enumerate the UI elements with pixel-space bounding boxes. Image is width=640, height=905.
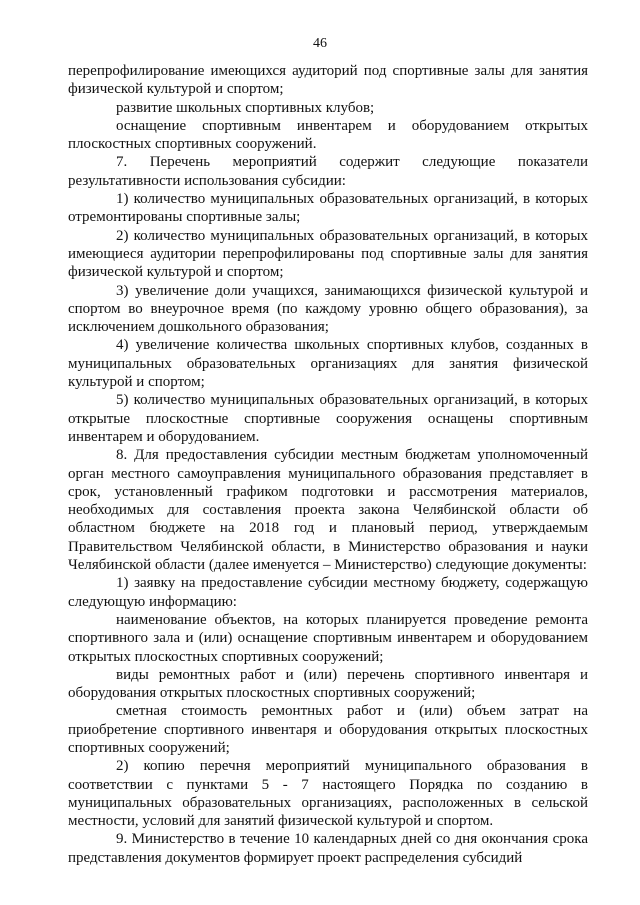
paragraph: 2) количество муниципальных образовательных организаций, в которых имеющиеся аудитории перепрофилированы под спортивные залы для занятия физической культурой и спортом; xyxy=(68,227,588,281)
paragraph: оснащение спортивным инвентарем и оборудованием открытых плоскостных спортивных сооружений. xyxy=(68,117,588,153)
paragraph: 1) количество муниципальных образовательных организаций, в которых отремонтированы спортивные залы; xyxy=(68,191,588,226)
paragraph: 1) заявку на предоставление субсидии местному бюджету, содержащую следующую информацию: xyxy=(68,575,588,610)
document-body xyxy=(68,62,588,867)
paragraph: наименование объектов, на которых планируется проведение ремонта спортивного зала и (или) оснащение спортивным инвентарем и оборудованием открытых плоскостных спортивных сооружений; xyxy=(68,611,588,665)
page-number: 46 xyxy=(313,36,327,51)
paragraph: развитие школьных спортивных клубов; xyxy=(116,99,375,116)
paragraph: виды ремонтных работ и (или) перечень спортивного инвентаря и оборудования открытых плоскостных спортивных сооружений; xyxy=(68,666,588,702)
paragraph: сметная стоимость ремонтных работ и (или) объем затрат на приобретение спортивного инвентаря и оборудования открытых плоскостных спортивных сооружений; xyxy=(68,703,588,756)
paragraph: 5) количество муниципальных образовательных организаций, в которых открытые плоскостные спортивные сооружения оснащены спортивным инвентарем и оборудованием. xyxy=(68,392,588,445)
paragraph: 7. Перечень мероприятий содержит следующие показатели результативности использования субсидии: xyxy=(68,154,588,189)
paragraph: 3) увеличение доли учащихся, занимающихся физической культурой и спортом во внеурочное время (по каждому уровню общего образования), за исключением дошкольного образования; xyxy=(68,282,588,336)
paragraph: 2) копию перечня мероприятий муниципального образования в соответствии с пунктами 5 - 7 настоящего Порядка по созданию в муниципальных образовательных организациях, расположенных в сельской местности, условий для занятий физической культурой и спортом. xyxy=(68,758,588,830)
paragraph: перепрофилирование имеющихся аудиторий под спортивные залы для занятия физической культурой и спортом; xyxy=(68,63,588,98)
paragraph: 9. Министерство в течение 10 календарных дней со дня окончания срока представления документов формирует проект распределения субсидий xyxy=(68,831,588,866)
paragraph: 4) увеличение количества школьных спортивных клубов, созданных в муниципальных образовательных организациях для занятия физической культурой и спортом; xyxy=(68,337,588,391)
paragraph: 8. Для предоставления субсидии местным бюджетам уполномоченный орган местного самоуправления муниципального образования представляет в срок, установленный графиком подготовки и рассмотрения материалов, необходимых для составления проекта закона Челябинской области об областном бюджете на 2018 год и плановый период, утверждаемым Правительством Челябинской области, в Министерство образования и науки Челябинской области (далее именуется – Министерство) следующие документы: xyxy=(68,447,588,574)
